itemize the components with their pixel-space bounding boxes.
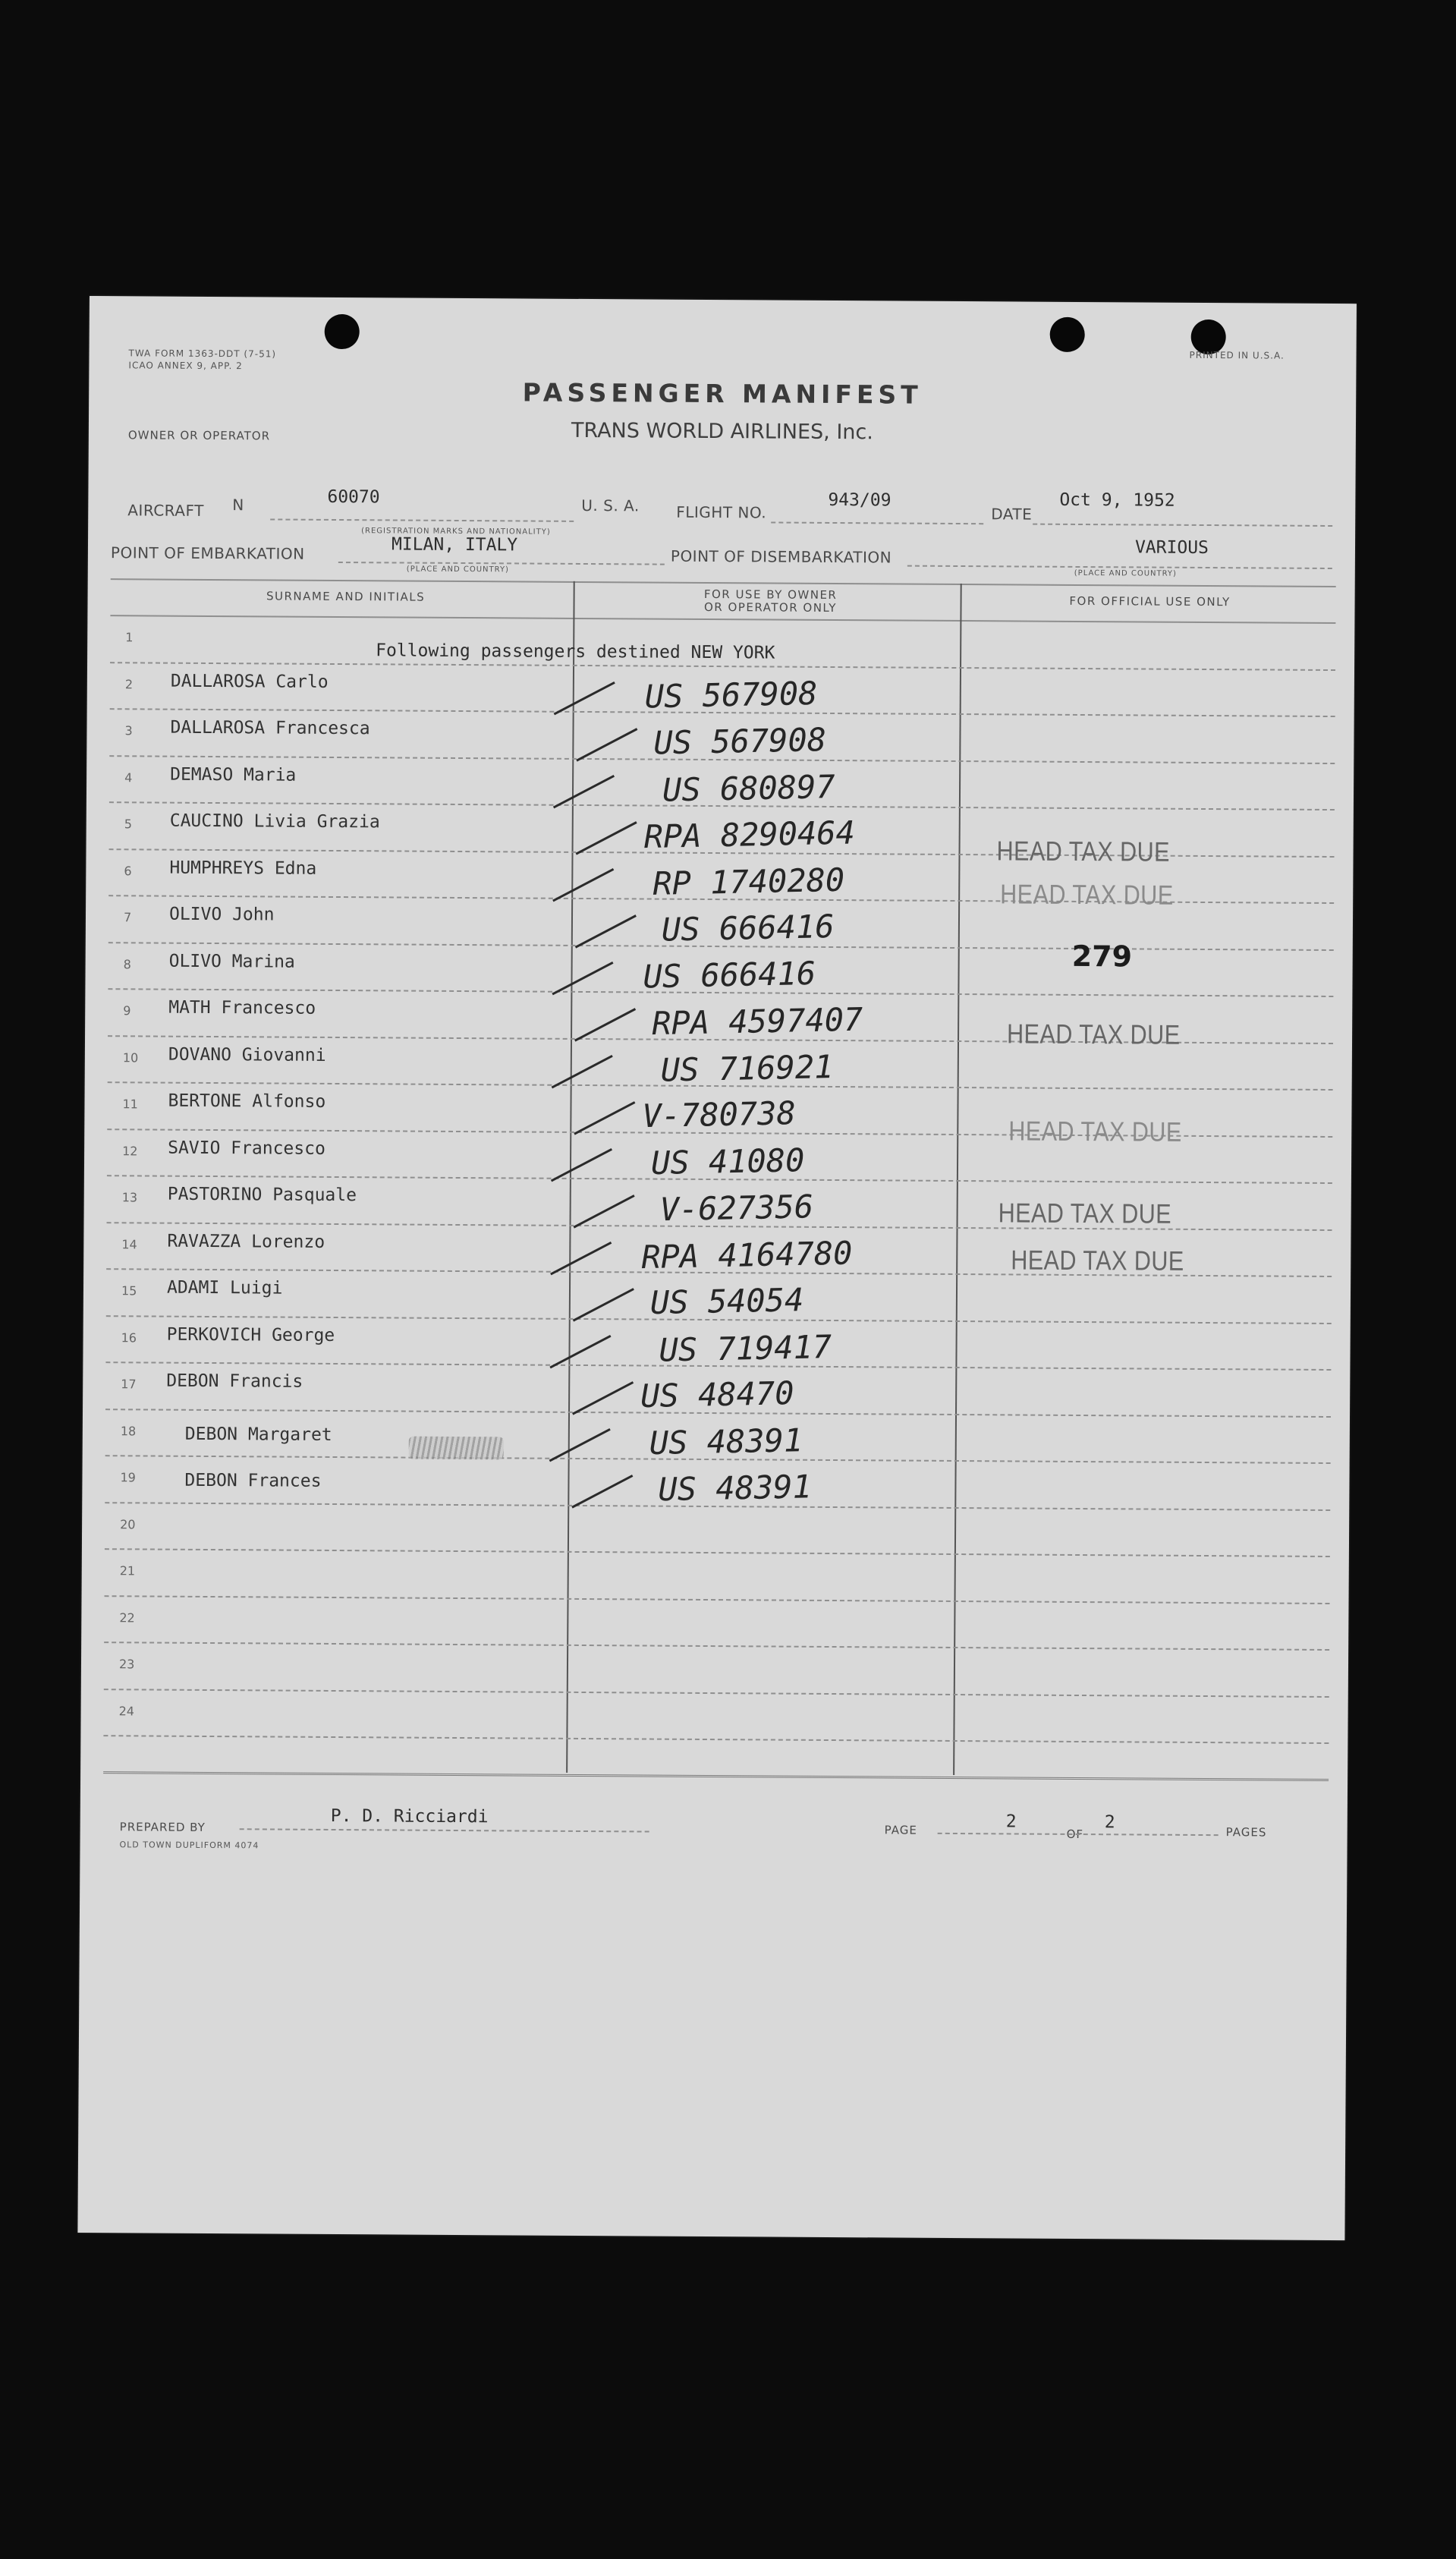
passenger-name: DEBON Margaret <box>184 1424 332 1445</box>
rule <box>110 615 1335 624</box>
row-rule <box>104 1689 1329 1698</box>
passport-number: US 666416 <box>661 908 835 949</box>
passport-number: US 54054 <box>649 1281 804 1322</box>
check-mark <box>549 1427 611 1461</box>
prepared-by: P. D. Ricciardi <box>330 1805 489 1827</box>
manifest-sheet <box>77 296 1357 2240</box>
passenger-name: PERKOVICH George <box>166 1324 335 1346</box>
passport-number: RPA 4164780 <box>640 1234 853 1276</box>
check-mark <box>552 961 613 994</box>
owner-column-header-line-1: FOR USE BY OWNER <box>703 587 838 603</box>
passenger-name: HUMPHREYS Edna <box>169 858 317 879</box>
passenger-name: CAUCINO Livia Grazia <box>169 811 380 833</box>
check-mark <box>571 1475 633 1508</box>
passport-number: US 680897 <box>662 767 836 809</box>
owner-label: OWNER OR OPERATOR <box>127 428 271 443</box>
row-number: 19 <box>120 1470 136 1485</box>
passenger-name: SAVIO Francesco <box>168 1138 325 1159</box>
rule <box>338 562 665 565</box>
row-number: 13 <box>121 1190 138 1205</box>
check-mark <box>574 1101 635 1135</box>
passenger-name: DALLAROSA Francesca <box>170 717 370 739</box>
passport-number: V-627356 <box>659 1188 814 1229</box>
surname-column-header: SURNAME AND INITIALS <box>266 589 426 604</box>
passenger-name: OLIVO Marina <box>168 951 295 972</box>
passenger-name: DEMASO Maria <box>170 764 297 785</box>
row-number: 1 <box>125 630 134 645</box>
ink-smudge <box>409 1437 504 1460</box>
head-tax-stamp: HEAD TAX DUE <box>1000 878 1174 911</box>
row-rule <box>105 1548 1330 1557</box>
passport-number: US 41080 <box>650 1141 805 1182</box>
prepared-label: PREPARED BY <box>119 1820 206 1834</box>
check-mark <box>572 1381 634 1415</box>
passenger-name: MATH Francesco <box>168 997 316 1018</box>
rule <box>240 1828 649 1832</box>
passport-number: US 48391 <box>657 1468 813 1509</box>
row-number: 7 <box>123 910 132 925</box>
annex-note: ICAO ANNEX 9, APP. 2 <box>128 360 243 372</box>
passenger-name: RAVAZZA Lorenzo <box>167 1231 325 1252</box>
aircraft-prefix: N <box>232 496 244 515</box>
rule <box>270 518 574 521</box>
print-note: OLD TOWN DUPLIFORM 4074 <box>119 1840 259 1851</box>
airline-name: TRANS WORLD AIRLINES, Inc. <box>571 418 873 445</box>
number-stamp: 279 <box>1071 939 1133 974</box>
rule <box>103 1771 1329 1781</box>
passport-number: RPA 8290464 <box>643 814 856 856</box>
row-rule <box>105 1595 1330 1604</box>
row-number: 15 <box>121 1283 137 1298</box>
row-number: 17 <box>121 1377 137 1392</box>
check-mark <box>551 1147 612 1181</box>
passenger-name: ADAMI Luigi <box>166 1277 283 1298</box>
passenger-name: OLIVO John <box>168 904 275 925</box>
head-tax-stamp: HEAD TAX DUE <box>996 835 1171 867</box>
passport-number: RP 1740280 <box>652 861 845 902</box>
row-number: 6 <box>124 863 132 878</box>
check-mark <box>550 1241 612 1274</box>
check-mark <box>574 1008 636 1041</box>
owner-column-header <box>580 587 960 615</box>
printed-note: PRINTED IN U.S.A. <box>1189 349 1285 361</box>
row-number: 8 <box>123 956 131 971</box>
passenger-name: DEBON Frances <box>184 1470 322 1491</box>
aircraft-number: 60070 <box>327 486 380 508</box>
row-number: 2 <box>124 676 134 691</box>
page-number: 2 <box>1005 1811 1017 1832</box>
rule <box>111 578 1336 587</box>
place-note-2: (PLACE AND COUNTRY) <box>1074 568 1177 578</box>
row-number: 16 <box>121 1330 137 1345</box>
check-mark <box>552 1054 613 1087</box>
punch-hole <box>325 314 360 349</box>
row-number: 21 <box>119 1563 136 1579</box>
row-rule <box>110 662 1335 671</box>
rule <box>907 565 1332 569</box>
head-tax-stamp: HEAD TAX DUE <box>1011 1244 1184 1276</box>
check-mark <box>552 867 614 901</box>
destination-note: Following passengers destined NEW YORK <box>376 641 775 663</box>
usa-label: U. S. A. <box>581 496 640 515</box>
passport-number: US 567908 <box>644 674 818 715</box>
head-tax-stamp: HEAD TAX DUE <box>1006 1018 1181 1050</box>
check-mark <box>553 774 615 807</box>
row-rule <box>104 1641 1329 1651</box>
page-title: PASSENGER MANIFEST <box>522 377 923 410</box>
page-label: PAGE <box>884 1823 917 1837</box>
check-mark <box>576 821 637 855</box>
flight-date: Oct 9, 1952 <box>1059 489 1175 511</box>
embarkation-label: POINT OF EMBARKATION <box>110 543 305 563</box>
date-label: DATE <box>991 505 1033 524</box>
disembarkation-label: POINT OF DISEMBARKATION <box>670 546 892 567</box>
passport-number: V-780738 <box>641 1094 797 1135</box>
rule <box>771 521 983 524</box>
row-number: 12 <box>122 1143 138 1158</box>
row-number: 4 <box>124 770 133 785</box>
passport-number: US 666416 <box>643 954 816 995</box>
check-mark <box>554 681 615 714</box>
row-number: 9 <box>123 1003 131 1018</box>
pages-label: PAGES <box>1225 1825 1267 1840</box>
rule <box>1033 524 1332 527</box>
check-mark <box>576 728 637 761</box>
passport-number: US 48470 <box>640 1374 794 1415</box>
check-mark <box>549 1334 611 1368</box>
row-number: 22 <box>119 1610 135 1625</box>
of-label: OF <box>1066 1827 1084 1842</box>
row-number: 5 <box>124 817 132 832</box>
passenger-name: DEBON Francis <box>166 1371 303 1392</box>
row-number: 18 <box>120 1423 137 1438</box>
embarkation-value: MILAN, ITALY <box>391 534 518 556</box>
passenger-name: PASTORINO Pasquale <box>167 1184 357 1206</box>
aircraft-label: AIRCRAFT <box>127 501 204 520</box>
head-tax-stamp: HEAD TAX DUE <box>998 1197 1172 1229</box>
check-mark <box>573 1288 634 1321</box>
registration-note: (REGISTRATION MARKS AND NATIONALITY) <box>361 527 551 537</box>
row-number: 3 <box>124 723 133 738</box>
row-number: 20 <box>120 1516 136 1531</box>
passport-number: US 48391 <box>649 1421 803 1462</box>
owner-column-header-line-2: OR OPERATOR ONLY <box>703 600 838 615</box>
place-note: (PLACE AND COUNTRY) <box>406 565 510 574</box>
check-mark <box>575 914 637 948</box>
passenger-name: DOVANO Giovanni <box>168 1044 326 1065</box>
official-column-header: FOR OFFICIAL USE ONLY <box>1069 593 1231 609</box>
passport-number: US 719417 <box>659 1327 832 1369</box>
row-number: 24 <box>118 1703 135 1718</box>
check-mark <box>574 1195 635 1228</box>
form-number: TWA FORM 1363-DDT (7-51) <box>128 348 277 360</box>
passport-number: RPA 4597407 <box>651 1000 863 1043</box>
flight-label: FLIGHT NO. <box>676 502 767 522</box>
row-number: 10 <box>122 1050 139 1065</box>
row-number: 11 <box>122 1097 138 1112</box>
passport-number: US 567908 <box>653 720 827 762</box>
passenger-name: BERTONE Alfonso <box>168 1091 326 1112</box>
passenger-name: DALLAROSA Carlo <box>170 671 329 692</box>
page-total: 2 <box>1104 1812 1115 1833</box>
row-number: 14 <box>121 1236 137 1251</box>
passport-number: US 716921 <box>660 1047 834 1089</box>
head-tax-stamp: HEAD TAX DUE <box>1008 1115 1182 1147</box>
flight-number: 943/09 <box>828 489 892 511</box>
row-rule <box>103 1735 1329 1744</box>
row-number: 23 <box>118 1657 135 1672</box>
punch-hole <box>1050 317 1085 352</box>
disembarkation-value: VARIOUS <box>1134 537 1209 559</box>
